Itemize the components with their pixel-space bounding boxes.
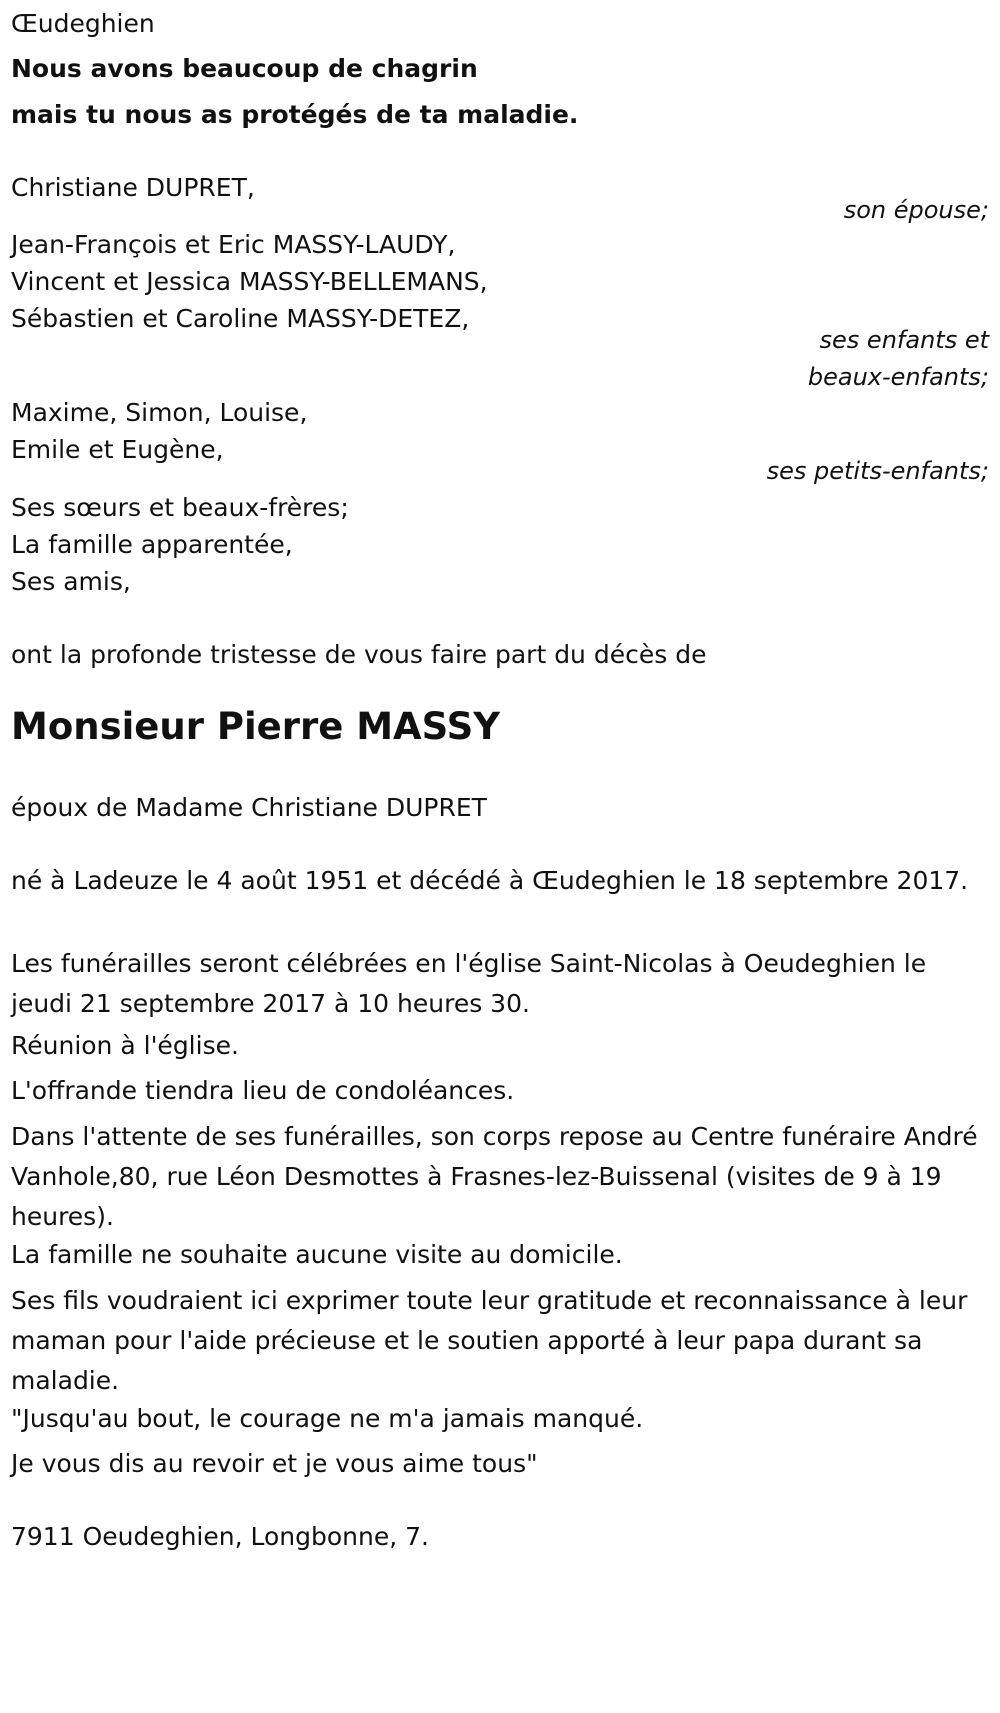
offering-paragraph: L'offrande tiendra lieu de condoléances. [11,1076,515,1105]
no-visit-paragraph: La famille ne souhaite aucune visite au domicile. [11,1240,623,1269]
relatives-line: Ses amis, [11,567,131,596]
deceased-name: Monsieur Pierre MASSY [11,705,501,748]
relatives-line: Ses sœurs et beaux-frères; [11,493,349,522]
children-role-line-1: ses enfants et [819,326,989,354]
meeting-paragraph: Réunion à l'église. [11,1031,239,1060]
quote-line-1: Nous avons beaucoup de chagrin [11,54,478,83]
grandchildren-role: ses petits-enfants; [766,457,989,485]
grandchildren-line: Maxime, Simon, Louise, [11,398,308,427]
funeral-paragraph: Les funérailles seront célébrées en l'église Saint-Nicolas à Oeudeghien le jeudi 21 septembre 2017 à 10 heures 30. [11,949,927,1018]
spouse-name: Christiane DUPRET, [11,173,255,202]
final-quote-line-1: "Jusqu'au bout, le courage ne m'a jamais manqué. [11,1404,644,1433]
quote-line-2: mais tu nous as protégés de ta maladie. [11,100,579,129]
announcement-intro: ont la profonde tristesse de vous faire part du décès de [11,640,707,669]
children-role-line-2: beaux-enfants; [807,363,989,391]
location-heading: Œudeghien [11,9,155,38]
relatives-line: La famille apparentée, [11,530,293,559]
spouse-of-line: époux de Madame Christiane DUPRET [11,793,487,822]
address-line: 7911 Oeudeghien, Longbonne, 7. [11,1522,429,1551]
child-line: Vincent et Jessica MASSY-BELLEMANS, [11,267,488,296]
spouse-role: son épouse; [843,196,989,224]
child-line: Sébastien et Caroline MASSY-DETEZ, [11,304,470,333]
birth-death-paragraph: né à Ladeuze le 4 août 1951 et décédé à Œudeghien le 18 septembre 2017. [11,866,969,895]
grandchildren-line: Emile et Eugène, [11,435,224,464]
gratitude-paragraph: Ses fils voudraient ici exprimer toute leur gratitude et reconnaissance à leur maman pour l'aide précieuse et le soutien apporté à leur papa durant sa maladie. [11,1286,968,1395]
visitation-paragraph: Dans l'attente de ses funérailles, son corps repose au Centre funéraire André Vanhole,80, rue Léon Desmottes à Frasnes-lez-Buissenal (visites de 9 à 19 heures). [11,1122,978,1231]
final-quote-line-2: Je vous dis au revoir et je vous aime tous" [11,1449,538,1478]
child-line: Jean-François et Eric MASSY-LAUDY, [11,230,456,259]
